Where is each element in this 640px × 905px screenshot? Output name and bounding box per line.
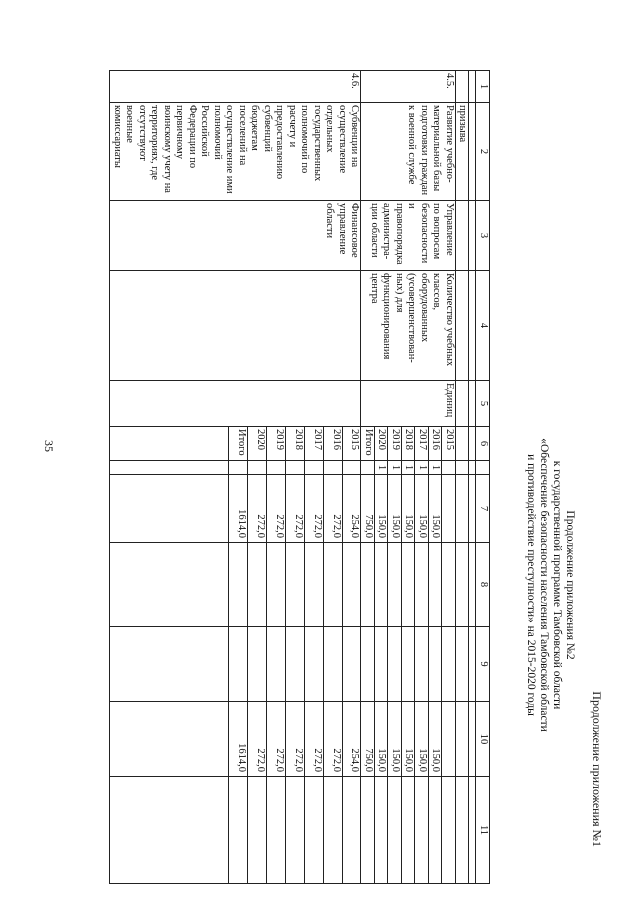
header-line: Продолжение приложения №2 (564, 510, 576, 660)
year: 2020 (375, 427, 389, 461)
year: 2017 (415, 427, 429, 461)
regional-budget-value: 150,0 (375, 702, 389, 777)
year: 2018 (286, 427, 305, 461)
program-table (110, 70, 491, 884)
regional-budget-value: 272,0 (286, 702, 305, 777)
year: 2016 (323, 427, 342, 461)
total-value: 150,0 (429, 475, 443, 543)
total-value: 150,0 (388, 475, 402, 543)
year-total: Итого (229, 427, 248, 461)
regional-budget-value: 272,0 (248, 702, 267, 777)
regional-budget-value: 272,0 (304, 702, 323, 777)
year: 2018 (402, 427, 416, 461)
total-value: 272,0 (304, 475, 323, 543)
regional-budget-value: 150,0 (388, 702, 402, 777)
col-number: 9 (476, 627, 490, 702)
year: 2017 (304, 427, 323, 461)
measure-name: Субвенции на осуществление отдельных государственных полномочий по расчету и предоставлению субвенций бюджетам поселений на осуществление ими полномочий Российской Федерации по первичному воинскому учету на территориях, где отсутствуют военные комиссариаты (110, 103, 361, 201)
indicator-value (442, 461, 456, 475)
executor: Управление по вопросам безопасности и правопорядка администра-ции области (361, 201, 456, 271)
unit: Единиц (361, 381, 456, 427)
indicator-value: 1 (429, 461, 443, 475)
total-value: 272,0 (286, 475, 305, 543)
year: 2019 (388, 427, 402, 461)
spacer-row (469, 71, 476, 884)
indicator-value (361, 461, 375, 475)
regional-budget-value: 750,0 (361, 702, 375, 777)
total-value (442, 475, 456, 543)
col-number: 10 (476, 702, 490, 777)
year: 2020 (248, 427, 267, 461)
col-number: 4 (476, 271, 490, 381)
total-value: 750,0 (361, 475, 375, 543)
indicator-value: 1 (415, 461, 429, 475)
total-value: 254,0 (342, 475, 361, 543)
regional-budget-value: 272,0 (267, 702, 286, 777)
continuation-label: Продолжение приложения №1 (590, 691, 604, 847)
col-number-sub (476, 461, 490, 475)
regional-budget-value: 150,0 (415, 702, 429, 777)
col-number: 3 (476, 201, 490, 271)
col-number: 11 (476, 777, 490, 884)
col-number: 5 (476, 381, 490, 427)
regional-budget-value: 1614,0 (229, 702, 248, 777)
regional-budget-value: 150,0 (402, 702, 416, 777)
total-value: 150,0 (375, 475, 389, 543)
year-total: Итого (361, 427, 375, 461)
unit-empty (110, 381, 361, 427)
appendix-header (524, 325, 576, 845)
indicator-empty (110, 271, 361, 381)
indicator-value: 1 (402, 461, 416, 475)
col-number: 6 (476, 427, 490, 461)
col-number: 2 (476, 103, 490, 201)
header-line: и противодействие преступности» на 2015-2020 годы (525, 454, 537, 716)
table-row (442, 71, 456, 884)
row-number: 4.6. (110, 71, 361, 103)
col-number: 8 (476, 543, 490, 627)
year: 2015 (342, 427, 361, 461)
total-value: 150,0 (415, 475, 429, 543)
executor: Финансовое управление области (110, 201, 361, 271)
year: 2016 (429, 427, 443, 461)
year: 2015 (442, 427, 456, 461)
indicator-value: 1 (375, 461, 389, 475)
total-value: 272,0 (248, 475, 267, 543)
regional-budget-value (442, 702, 456, 777)
continued-text: призыва (456, 103, 470, 201)
table-row (342, 71, 361, 884)
header-line: «Обеспечение безопасности населения Тамбовской области (538, 438, 550, 732)
total-value: 150,0 (402, 475, 416, 543)
regional-budget-value: 254,0 (342, 702, 361, 777)
regional-budget-value: 150,0 (429, 702, 443, 777)
col-number: 1 (476, 71, 490, 103)
measure-name: Развитие учебно-материальной базы подготовки граждан к военной службе (361, 103, 456, 201)
total-value: 1614,0 (229, 475, 248, 543)
col-number: 7 (476, 475, 490, 543)
page-number: 35 (42, 440, 56, 452)
header-line: к государственной программе Тамбовской области (551, 460, 563, 710)
row-number: 4.5. (361, 71, 456, 103)
column-number-row (476, 71, 490, 884)
regional-budget-value: 272,0 (323, 702, 342, 777)
year: 2019 (267, 427, 286, 461)
continued-row (456, 71, 470, 884)
indicator-value: 1 (388, 461, 402, 475)
total-value: 272,0 (323, 475, 342, 543)
total-value: 272,0 (267, 475, 286, 543)
indicator: Количество учебных классов, оборудованных (усовершенствован-ных) для функционирования центра (361, 271, 456, 381)
